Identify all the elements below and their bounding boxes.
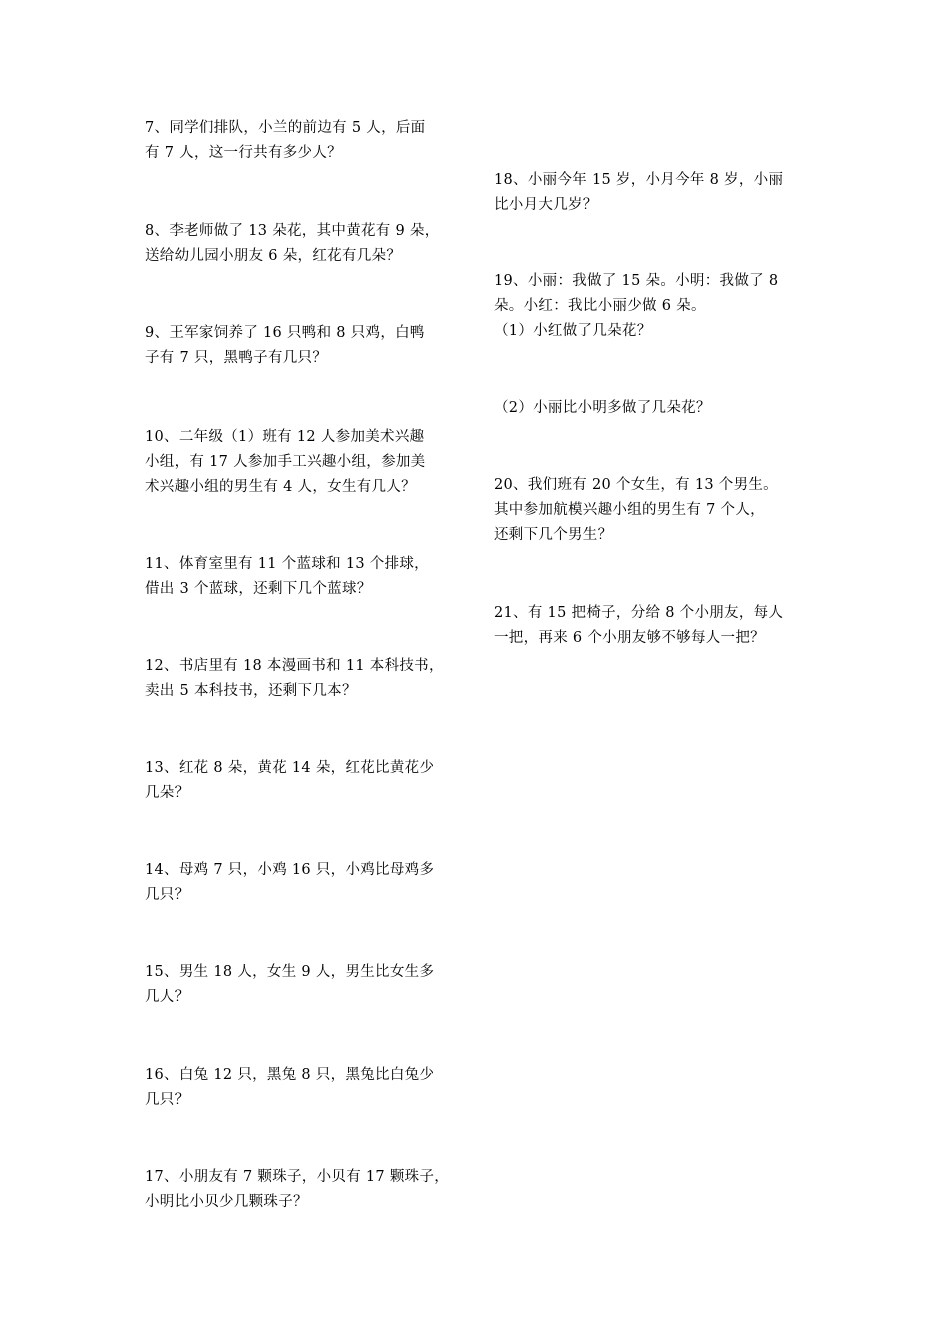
question-line: 朵。小红：我比小丽少做 6 朵。 (494, 298, 706, 314)
question-line: 17、小朋友有 7 颗珠子，小贝有 17 颗珠子， (145, 1169, 450, 1185)
question-15 (145, 960, 434, 1010)
question-14 (145, 858, 434, 908)
question-line: 送给幼儿园小朋友 6 朵，红花有几朵？ (145, 248, 402, 264)
question-20 (494, 473, 778, 548)
question-line: 13、红花 8 朵，黄花 14 朵，红花比黄花少 (145, 760, 435, 776)
question-line: 子有 7 只，黑鸭子有几只？ (145, 350, 328, 366)
question-line: 21、有 15 把椅子，分给 8 个小朋友，每人 (494, 605, 784, 621)
question-9 (145, 321, 425, 371)
question-line: 19、小丽：我做了 15 朵。小明：我做了 8 (494, 273, 779, 289)
question-8 (145, 219, 440, 269)
question-19 (494, 269, 778, 344)
question-line: 16、白兔 12 只，黑兔 8 只，黑兔比白兔少 (145, 1067, 435, 1083)
question-18 (494, 168, 783, 218)
question-10 (145, 425, 425, 500)
question-line: 12、书店里有 18 本漫画书和 11 本科技书， (145, 658, 444, 674)
question-line: 10、二年级（1）班有 12 人参加美术兴趣 (145, 429, 425, 445)
question-line: 几只？ (145, 1092, 190, 1108)
question-line: 几人？ (145, 989, 190, 1005)
question-line: 9、王军家饲养了 16 只鸭和 8 只鸡，白鸭 (145, 325, 425, 341)
question-21 (494, 601, 783, 651)
question-line: 11、体育室里有 11 个蓝球和 13 个排球， (145, 556, 429, 572)
question-line: 小组，有 17 人参加手工兴趣小组，参加美 (145, 454, 426, 470)
question-line: 其中参加航模兴趣小组的男生有 7 个人， (494, 502, 765, 518)
question-line: 7、同学们排队，小兰的前边有 5 人，后面 (145, 120, 426, 136)
question-19-part-2 (494, 396, 711, 421)
question-line: 卖出 5 本科技书，还剩下几本？ (145, 683, 357, 699)
question-line: 一把，再来 6 个小朋友够不够每人一把？ (494, 630, 765, 646)
question-line: 20、我们班有 20 个女生，有 13 个男生。 (494, 477, 778, 493)
question-line: 几朵？ (145, 785, 190, 801)
question-line: 8、李老师做了 13 朵花，其中黄花有 9 朵， (145, 223, 440, 239)
question-sub-line: （2）小丽比小明多做了几朵花？ (494, 400, 711, 416)
question-sub-line: （1）小红做了几朵花？ (494, 323, 652, 339)
question-17 (145, 1165, 449, 1215)
question-line: 有 7 人，这一行共有多少人？ (145, 145, 342, 161)
question-12 (145, 654, 444, 704)
question-11 (145, 552, 429, 602)
question-line: 15、男生 18 人，女生 9 人，男生比女生多 (145, 964, 435, 980)
question-16 (145, 1063, 434, 1113)
question-13 (145, 756, 434, 806)
question-line: 14、母鸡 7 只，小鸡 16 只，小鸡比母鸡多 (145, 862, 435, 878)
question-line: 比小月大几岁？ (494, 197, 598, 213)
question-line: 几只？ (145, 887, 190, 903)
question-7 (145, 116, 425, 166)
question-line: 还剩下几个男生？ (494, 527, 613, 543)
question-line: 18、小丽今年 15 岁，小月今年 8 岁，小丽 (494, 172, 784, 188)
question-line: 术兴趣小组的男生有 4 人，女生有几人？ (145, 479, 416, 495)
question-line: 借出 3 个蓝球，还剩下几个蓝球？ (145, 581, 372, 597)
question-line: 小明比小贝少几颗珠子？ (145, 1194, 308, 1210)
